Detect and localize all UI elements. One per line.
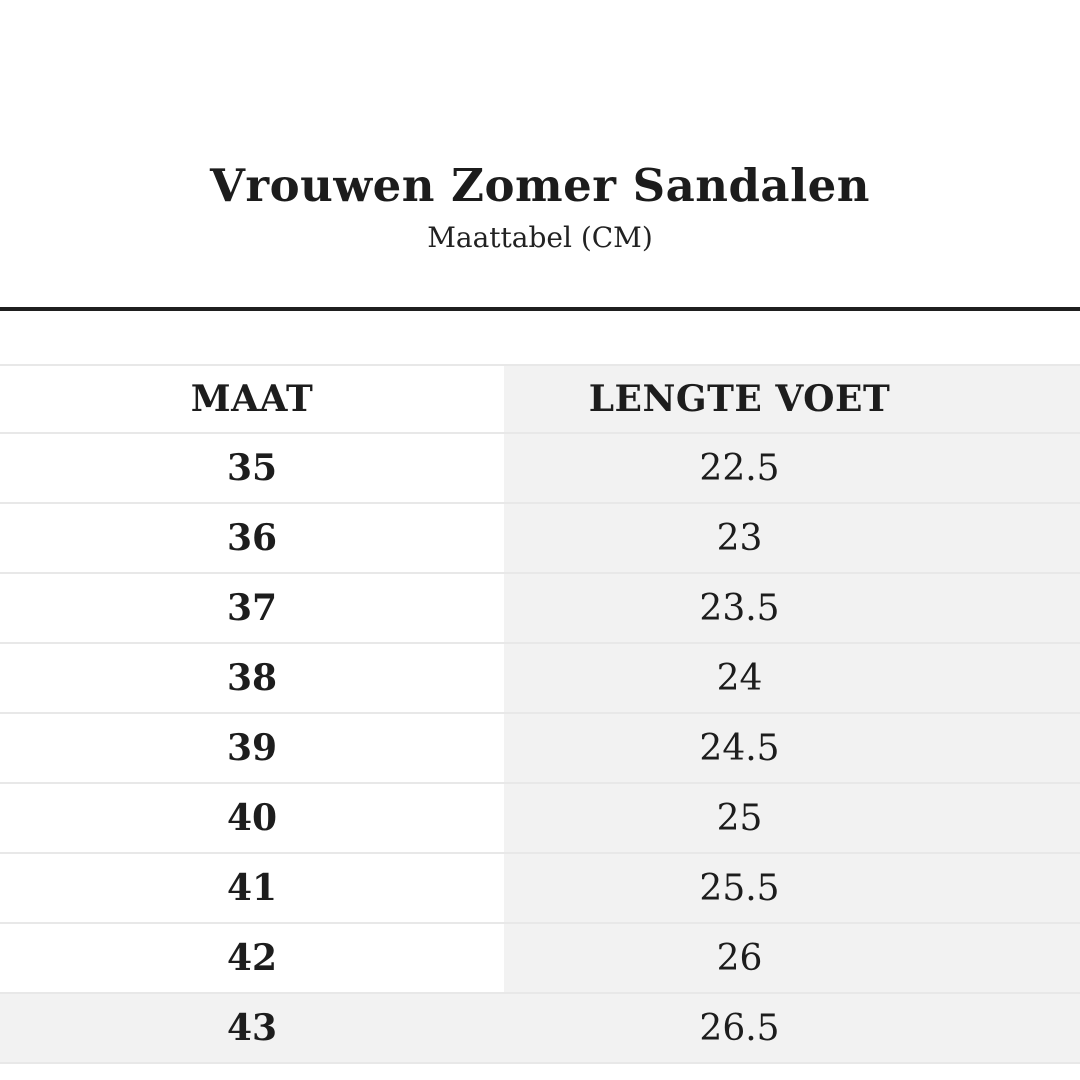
divider-rule [0, 307, 1080, 311]
page-header [0, 0, 1080, 258]
length-cell: 24.5 [504, 713, 1080, 783]
length-cell: 25 [504, 783, 1080, 853]
length-cell: 26.5 [504, 993, 1080, 1063]
length-cell: 26 [504, 923, 1080, 993]
size-cell: 41 [0, 853, 504, 923]
table-row [0, 923, 1080, 993]
table-row [0, 783, 1080, 853]
page-subtitle: Maattabel (CM) [427, 221, 653, 254]
size-chart [0, 364, 1080, 1064]
length-cell: 24 [504, 643, 1080, 713]
table-row [0, 993, 1080, 1063]
column-header-maat: MAAT [0, 365, 504, 433]
size-cell: 37 [0, 573, 504, 643]
table-row [0, 573, 1080, 643]
size-table [0, 364, 1080, 1064]
size-cell: 39 [0, 713, 504, 783]
column-header-lengte-voet: LENGTE VOET [504, 365, 1080, 433]
size-cell: 38 [0, 643, 504, 713]
size-cell: 43 [0, 993, 504, 1063]
header-row [0, 365, 1080, 433]
size-cell: 42 [0, 923, 504, 993]
size-cell: 40 [0, 783, 504, 853]
table-row [0, 503, 1080, 573]
length-cell: 22.5 [504, 433, 1080, 503]
size-cell: 35 [0, 433, 504, 503]
table-row [0, 713, 1080, 783]
size-cell: 36 [0, 503, 504, 573]
table-row [0, 853, 1080, 923]
length-cell: 23 [504, 503, 1080, 573]
size-table-header [0, 365, 1080, 433]
page-title: Vrouwen Zomer Sandalen [209, 159, 871, 212]
length-cell: 25.5 [504, 853, 1080, 923]
size-table-body [0, 433, 1080, 1063]
table-row [0, 643, 1080, 713]
length-cell: 23.5 [504, 573, 1080, 643]
table-row [0, 433, 1080, 503]
